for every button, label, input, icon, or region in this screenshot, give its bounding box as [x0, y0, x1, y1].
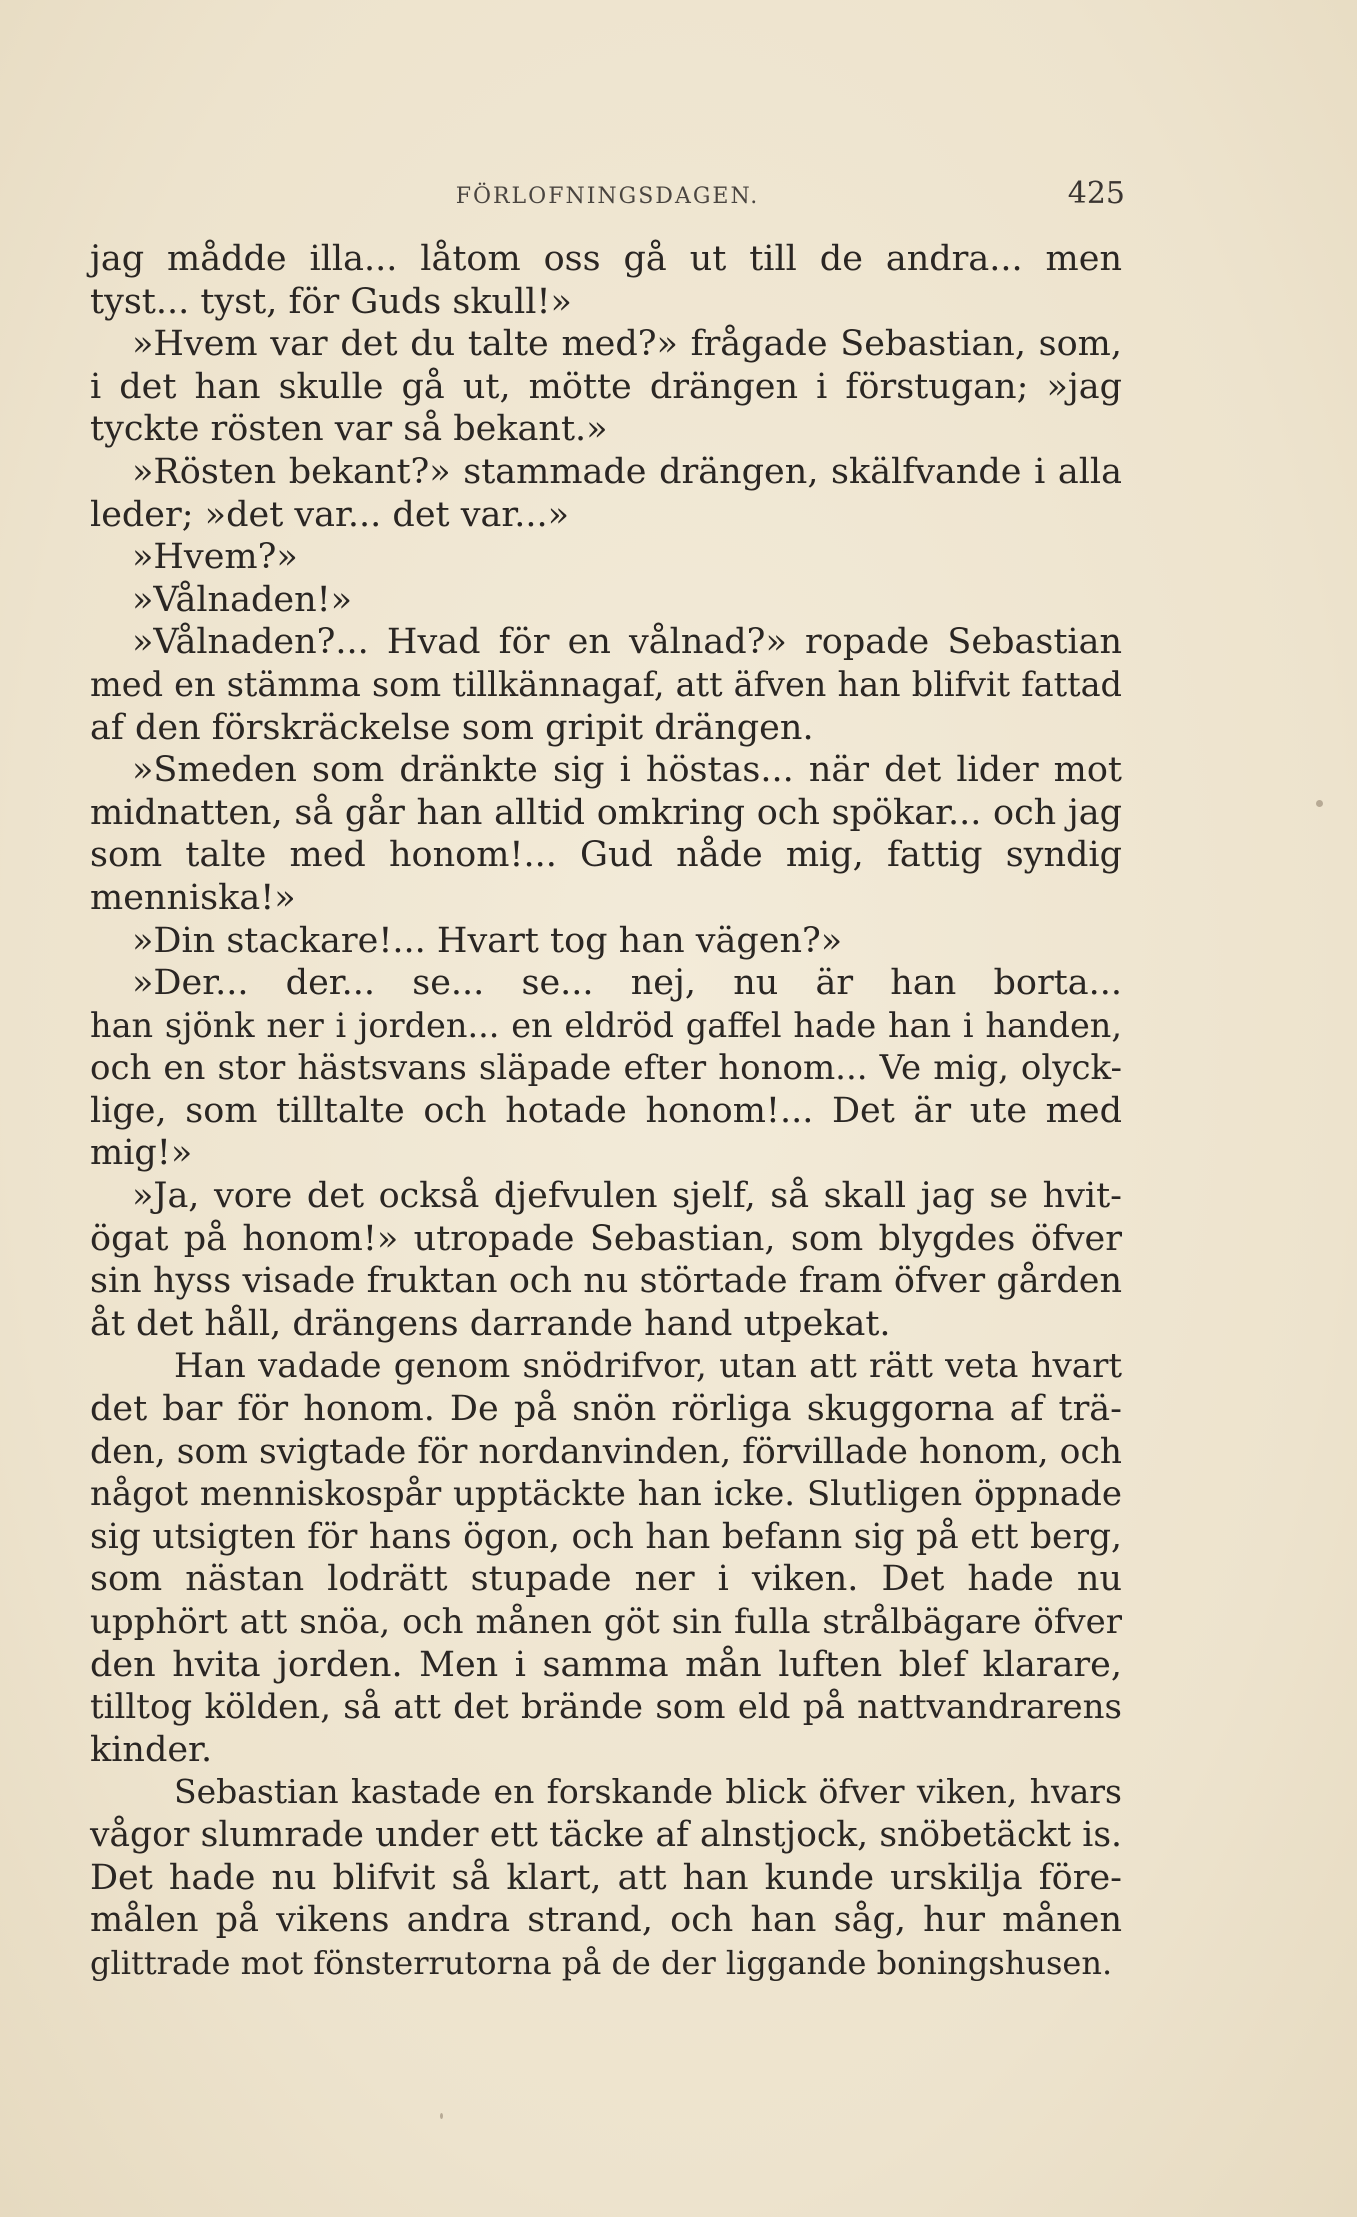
- text-line: jag mådde illa... låtom oss gå ut till de andra... men: [90, 239, 1122, 279]
- text-line: »Rösten bekant?» stammade drängen, skälfvande i alla: [132, 451, 1122, 492]
- text-line: något menniskospår upptäckte han icke. Slutligen öppnade: [90, 1474, 1122, 1515]
- text-line: ögat på honom!» utropade Sebastian, som blygdes öfver: [90, 1218, 1122, 1259]
- text-line: kinder.: [90, 1729, 213, 1770]
- text-line: »Din stackare!... Hvart tog han vägen?»: [132, 920, 843, 961]
- paper-speck: [1316, 800, 1323, 807]
- text-line: sig utsigten för hans ögon, och han befann sig på ett berg,: [90, 1516, 1122, 1557]
- text-line: midnatten, så går han alltid omkring och spökar... och jag: [90, 792, 1122, 833]
- text-line: »Smeden som dränkte sig i höstas... när det lider mot: [132, 750, 1122, 791]
- text-line: tilltog kölden, så att det brände som eld på nattvandrarens: [90, 1687, 1122, 1728]
- text-line: Sebastian kastade en forskande blick öfver viken, hvars: [174, 1772, 1122, 1812]
- text-line: leder; »det var... det var...»: [90, 494, 570, 535]
- text-line: menniska!»: [90, 877, 296, 918]
- text-line: sin hyss visade fruktan och nu störtade fram öfver gården: [90, 1261, 1122, 1302]
- text-line: »Hvem?»: [132, 537, 298, 578]
- text-line: Det hade nu blifvit så klart, att han kunde urskilja före-: [90, 1857, 1122, 1898]
- page-header: [90, 176, 1125, 216]
- text-line: vågor slumrade under ett täcke af alnstjock, snöbetäckt is.: [90, 1814, 1122, 1855]
- text-line: »Der... der... se... se... nej, nu är han borta...: [132, 963, 1122, 1004]
- running-title: FÖRLOFNINGSDAGEN.: [455, 184, 760, 209]
- text-line: åt det håll, drängens darrande hand utpekat.: [90, 1303, 891, 1344]
- text-line: mig!»: [90, 1133, 193, 1174]
- text-line: tyckte rösten var så bekant.»: [90, 409, 608, 450]
- text-line: lige, som tilltalte och hotade honom!... Det är ute med: [90, 1090, 1122, 1131]
- text-line: »Ja, vore det också djefvulen sjelf, så skall jag se hvit-: [132, 1176, 1122, 1217]
- text-line: »Vålnaden!»: [132, 579, 353, 620]
- text-line: som nästan lodrätt stupade ner i viken. Det hade nu: [90, 1559, 1122, 1600]
- text-line: »Vålnaden?... Hvad för en vålnad?» ropade Sebastian: [132, 622, 1122, 663]
- text-line: af den förskräckelse som gripit drängen.: [90, 707, 814, 748]
- text-line: det bar för honom. De på snön rörliga skuggorna af trä-: [90, 1389, 1122, 1430]
- text-line: i det han skulle gå ut, mötte drängen i förstugan; »jag: [90, 366, 1122, 407]
- text-line: upphört att snöa, och månen göt sin fulla strålbägare öfver: [90, 1602, 1122, 1642]
- body-text: [90, 238, 1122, 1984]
- text-line: glittrade mot fönsterrutorna på de der liggande boningshusen.: [90, 1943, 1113, 1982]
- page-number: 425: [1067, 176, 1125, 211]
- paper-speck: [440, 2113, 443, 2119]
- text-line: Han vadade genom snödrifvor, utan att rätt veta hvart: [174, 1346, 1122, 1387]
- text-line: med en stämma som tillkännagaf, att äfven han blifvit fattad: [90, 664, 1122, 704]
- text-line: den hvita jorden. Men i samma mån luften blef klarare,: [90, 1644, 1122, 1685]
- text-line: tyst... tyst, för Guds skull!»: [90, 281, 572, 322]
- text-line: som talte med honom!... Gud nåde mig, fattig syndig: [90, 835, 1122, 876]
- text-line: »Hvem var det du talte med?» frågade Sebastian, som,: [132, 324, 1122, 365]
- text-line: och en stor hästsvans släpade efter honom... Ve mig, olyck-: [90, 1048, 1122, 1089]
- text-line: han sjönk ner i jorden... en eldröd gaffel hade han i handen,: [90, 1005, 1122, 1045]
- text-line: den, som svigtade för nordanvinden, förvillade honom, och: [90, 1431, 1122, 1472]
- text-line: målen på vikens andra strand, och han såg, hur månen: [90, 1900, 1122, 1941]
